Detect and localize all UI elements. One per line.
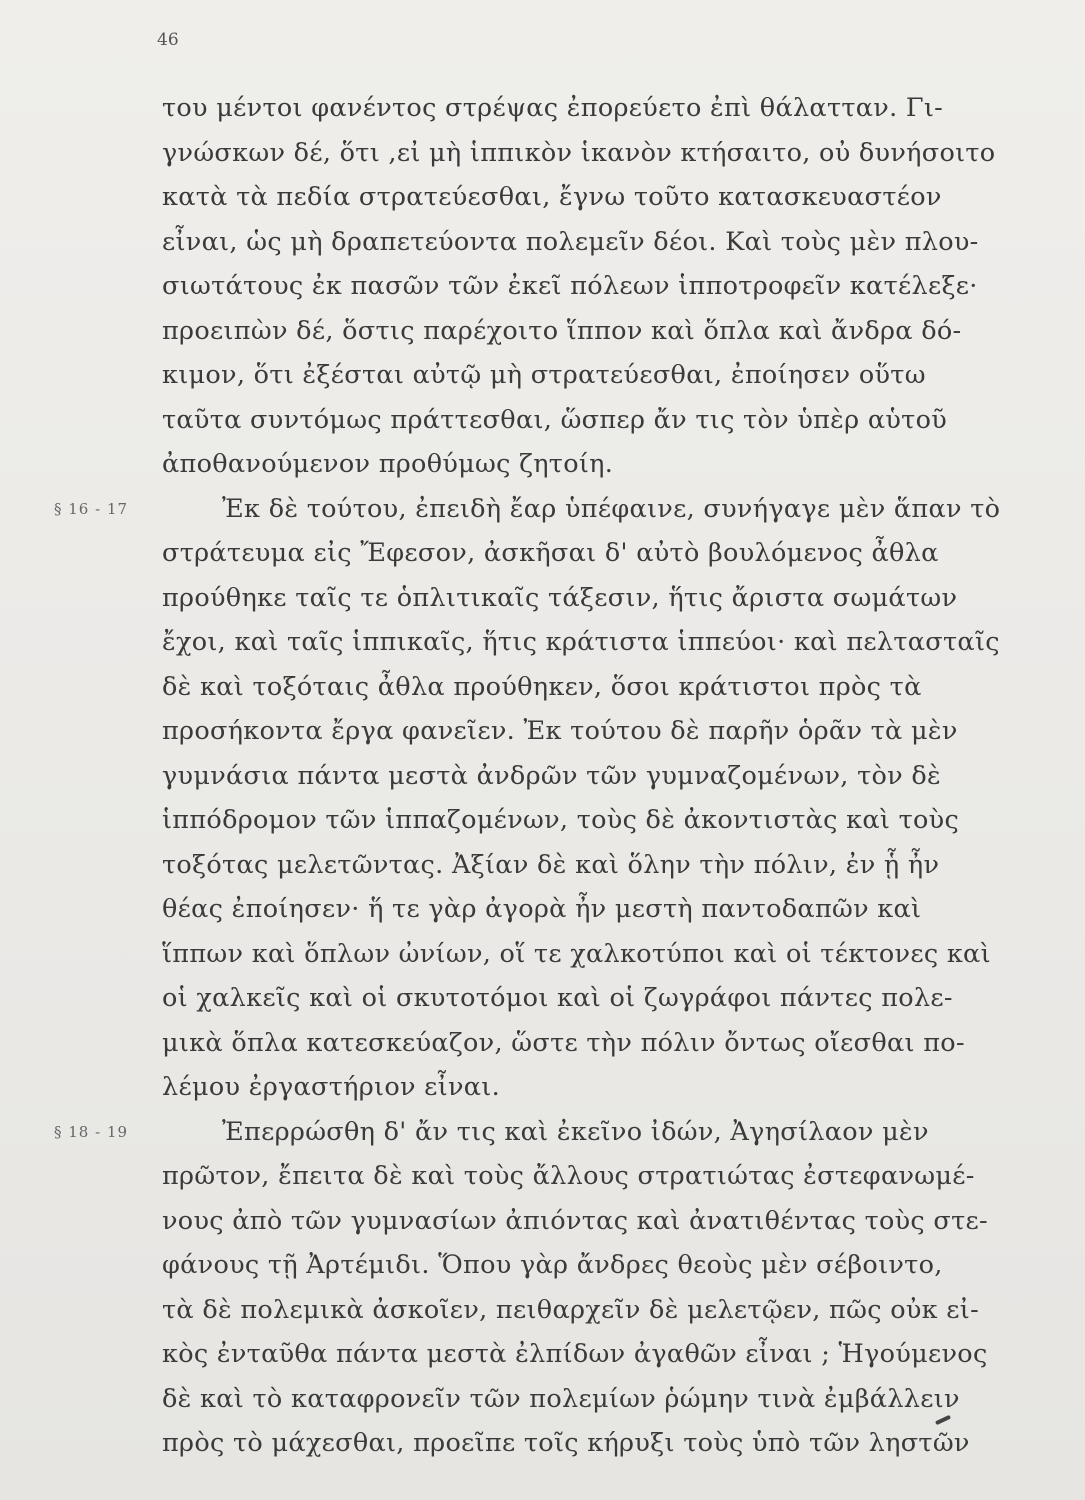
body-text bbox=[54, 86, 1012, 1466]
page-number: 46 bbox=[157, 30, 179, 50]
text-line: προσήκοντα ἔργα φανεῖεν. Ἐκ τούτου δὲ παρῆν ὁρᾶν τὰ μὲν bbox=[162, 716, 958, 746]
text-line: τὰ δὲ πολεμικὰ ἀσκοῖεν, πειθαρχεῖν δὲ μελετῷεν, πῶς οὐκ εἰ- bbox=[162, 1294, 980, 1325]
text-line: Ἐκ δὲ τούτου, ἐπειδὴ ἔαρ ὑπέφαινε, συνήγαγε μὲν ἅπαν τὸ bbox=[222, 493, 1001, 524]
text-line: λέμου ἐργαστήριον εἶναι. bbox=[162, 1072, 501, 1102]
text-line: στράτευμα εἰς Ἔφεσον, ἀσκῆσαι δ' αὐτὸ βουλόμενος ἆθλα bbox=[162, 538, 939, 568]
text-line: πρῶτον, ἔπειτα δὲ καὶ τοὺς ἄλλους στρατιώτας ἐστεφανωμέ- bbox=[162, 1161, 975, 1191]
text-line: κὸς ἐνταῦθα πάντα μεστὰ ἐλπίδων ἀγαθῶν εἶναι ; Ἡγούμενος bbox=[162, 1339, 988, 1369]
text-line: ταῦτα συντόμως πράττεσθαι, ὥσπερ ἄν τις τὸν ὑπὲρ αὑτοῦ bbox=[162, 404, 948, 435]
text-line: εἶναι, ὡς μὴ δραπετεύοντα πολεμεῖν δέοι. Καὶ τοὺς μὲν πλου- bbox=[162, 226, 979, 257]
text-line: μικὰ ὅπλα κατεσκεύαζον, ὥστε τὴν πόλιν ὄντως οἴεσθαι πο- bbox=[162, 1027, 965, 1058]
section-line bbox=[54, 487, 1012, 532]
text-line: γυμνάσια πάντα μεστὰ ἀνδρῶν τῶν γυμναζομένων, τὸν δὲ bbox=[162, 760, 941, 791]
text-line: τοξότας μελετῶντας. Ἀξίαν δὲ καὶ ὅλην τὴν πόλιν, ἐν ᾗ ἦν bbox=[162, 849, 940, 880]
section-mark-18-19: § 18 - 19 bbox=[54, 1122, 129, 1141]
text-line: οἱ χαλκεῖς καὶ οἱ σκυτοτόμοι καὶ οἱ ζωγράφοι πάντες πολε- bbox=[162, 983, 953, 1013]
text-line: πρὸς τὸ μάχεσθαι, προεῖπε τοῖς κήρυξι τοὺς ὑπὸ τῶν ληστῶν bbox=[162, 1428, 970, 1458]
text-line: γνώσκων δέ, ὅτι ,εἰ μὴ ἱππικὸν ἱκανὸν κτήσαιτο, οὐ δυνήσοιτο bbox=[162, 137, 996, 168]
text-line: του μέντοι φανέντος στρέψας ἐπορεύετο ἐπὶ θάλατταν. Γι- bbox=[162, 93, 944, 123]
text-line: θέας ἐποίησεν· ἥ τε γὰρ ἀγορὰ ἦν μεστὴ παντοδαπῶν καὶ bbox=[162, 894, 922, 924]
text-line: Ἐπερρώσθη δ' ἄν τις καὶ ἐκεῖνο ἰδών, Ἀγησίλαον μὲν bbox=[222, 1116, 929, 1147]
text-line: προύθηκε ταῖς τε ὁπλιτικαῖς τάξεσιν, ἥτις ἄριστα σωμάτων bbox=[162, 582, 958, 613]
section-mark-16-17: § 16 - 17 bbox=[54, 499, 129, 518]
text-line: προειπὼν δέ, ὅστις παρέχοιτο ἵππον καὶ ὅπλα καὶ ἄνδρα δό- bbox=[162, 315, 962, 346]
text-line: κατὰ τὰ πεδία στρατεύεσθαι, ἔγνω τοῦτο κατασκευαστέον bbox=[162, 182, 942, 212]
text-line: ἔχοι, καὶ ταῖς ἱππικαῖς, ἥτις κράτιστα ἱππεύοι· καὶ πελτασταῖς bbox=[162, 627, 1000, 657]
text-line: κιμον, ὅτι ἐξέσται αὐτῷ μὴ στρατεύεσθαι, ἐποίησεν οὕτω bbox=[162, 360, 926, 390]
text-line: δὲ καὶ τοξόταις ἆθλα προύθηκεν, ὅσοι κράτιστοι πρὸς τὰ bbox=[162, 671, 922, 702]
text-line: νους ἀπὸ τῶν γυμνασίων ἀπιόντας καὶ ἀνατιθέντας τοὺς στε- bbox=[162, 1205, 988, 1236]
text-line: ἵππων καὶ ὅπλων ὠνίων, οἵ τε χαλκοτύποι καὶ οἱ τέκτονες καὶ bbox=[162, 938, 991, 969]
text-line: ἀποθανούμενον προθύμως ζητοίη. bbox=[162, 449, 614, 479]
text-line: δὲ καὶ τὸ καταφρονεῖν τῶν πολεμίων ῥώμην τινὰ ἐμβάλλειν bbox=[162, 1383, 960, 1414]
text-line: φάνους τῇ Ἀρτέμιδι. Ὅπου γὰρ ἄνδρες θεοὺς μὲν σέβοιντο, bbox=[162, 1250, 943, 1280]
section-line bbox=[54, 1110, 1012, 1155]
text-line: σιωτάτους ἐκ πασῶν τῶν ἐκεῖ πόλεων ἱπποτροφεῖν κατέλεξε· bbox=[162, 271, 978, 301]
text-line: ἱππόδρομον τῶν ἱππαζομένων, τοὺς δὲ ἀκοντιστὰς καὶ τοὺς bbox=[162, 805, 960, 835]
